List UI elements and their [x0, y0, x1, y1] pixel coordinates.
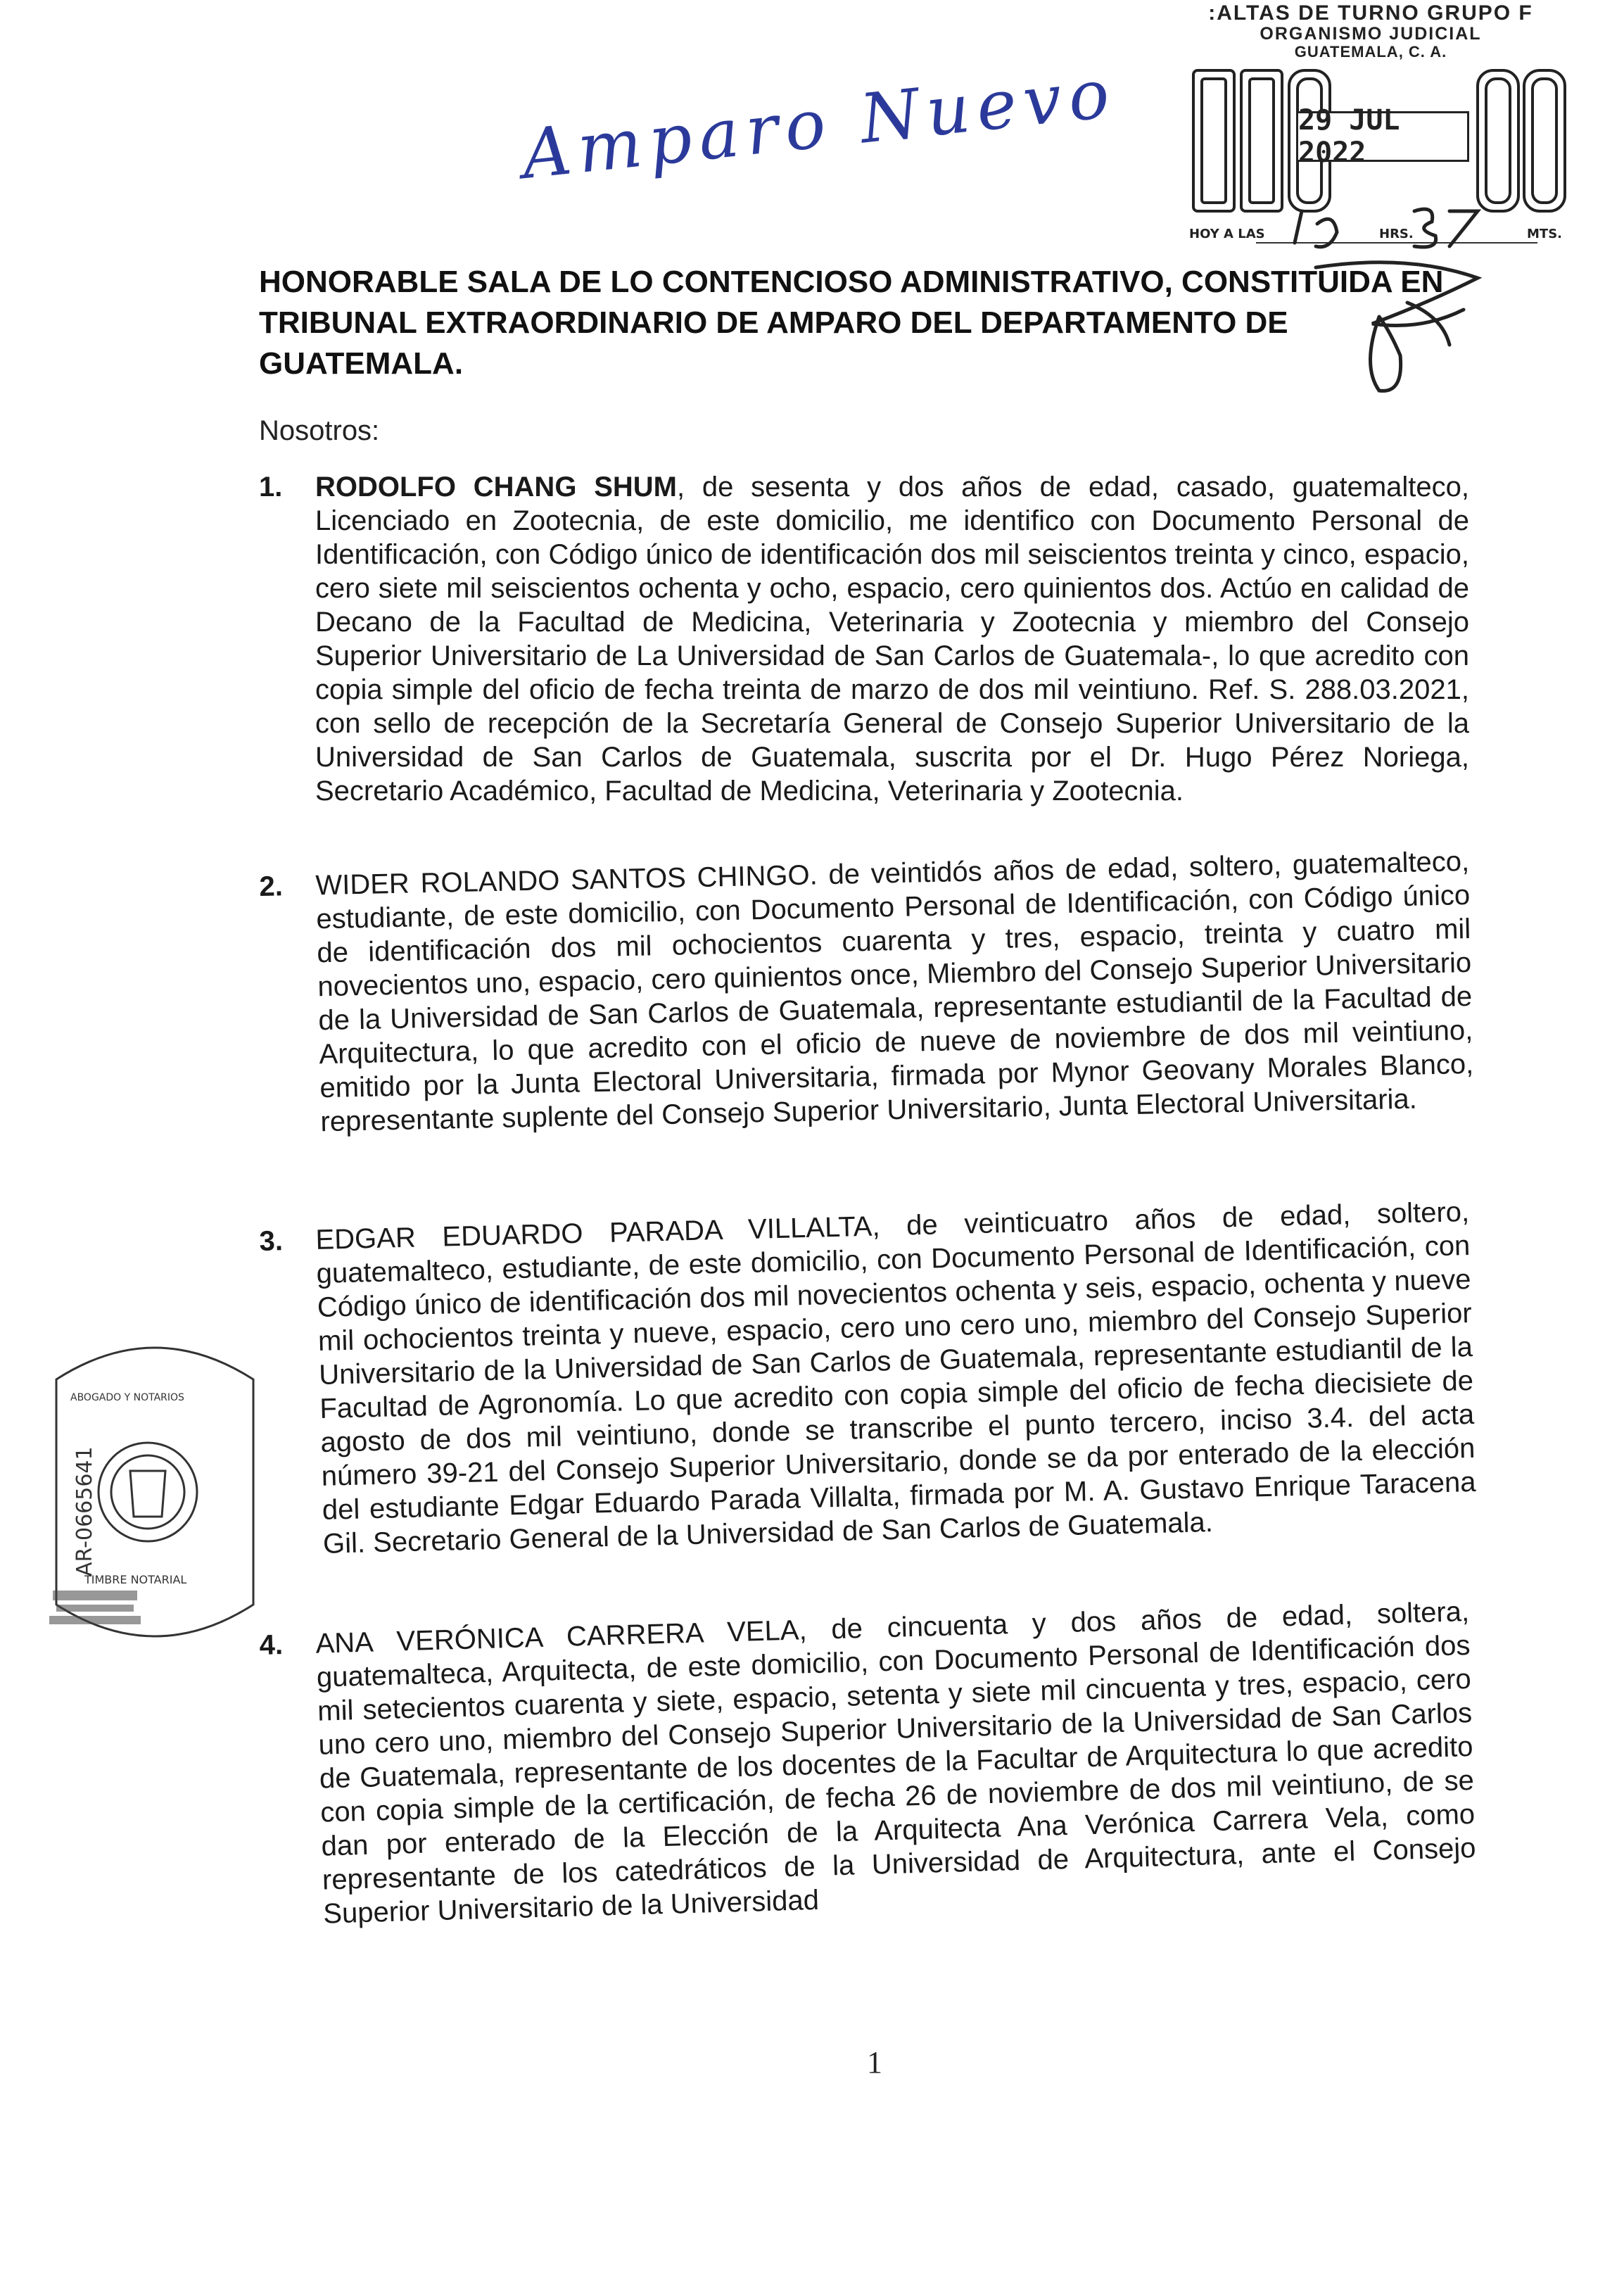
item-body	[315, 1195, 1477, 1561]
item-name: RODOLFO CHANG SHUM	[315, 472, 677, 502]
item-text: WIDER ROLANDO SANTOS CHINGO. de veintidós años de edad, soltero, guatemalteco, estudiante, de este domicilio, con Documento Personal de Identificación, con Código único de identificación dos mil ochocientos cuarenta y tres, espacio, treinta y cuatro mil novecientos uno, espacio, cero quinientos once, Miembro del Consejo Superior Universitario de la Universidad de San Carlos de Guatemala, representante estudiantil de la Facultad de Arquitectura, lo que acredito con el oficio de nueve de noviembre de dos mil veintiuno, emitido por la Junta Electoral Universitaria, firmada por Mynor Geovany Morales Blanco, representante suplente del Consejo Superior Universitario, Junta Electoral Universitaria.	[315, 845, 1474, 1138]
handwritten-note: Amparo Nuevo	[518, 53, 1120, 195]
stamp-time-line	[1256, 242, 1537, 244]
stamp-date: 29 JUL 2022	[1296, 111, 1469, 162]
list-item	[259, 845, 1475, 1140]
notary-serial: AR-0665641	[72, 1446, 97, 1576]
stamp-header-line2: ORGANISMO JUDICIAL	[1260, 24, 1482, 44]
item-number: 3.	[259, 1225, 284, 1257]
stamp-hours-label: HRS.	[1379, 227, 1414, 241]
item-body	[315, 470, 1469, 808]
item-body	[315, 1595, 1477, 1931]
item-number: 2.	[259, 871, 284, 902]
stamp-minutes-label: MTS.	[1527, 227, 1562, 241]
item-text: EDGAR EDUARDO PARADA VILLALTA, de veinticuatro años de edad, soltero, guatemalteco, estudiante, de este domicilio, con Documento Personal de Identificación, con Código único de identificación dos mil novecientos ochenta y seis, espacio, ochenta y nueve mil ochocientos treinta y nueve, espacio, cero uno cero uno, miembro del Consejo Superior Universitario de la Universidad de San Carlos de Guatemala, representante estudiantil de la Facultad de Agronomía. Lo que acredito con copia simple del oficio de fecha diecisiete de agosto de dos mil veintiuno, donde se transcribe el punto tercero, inciso 3.4. del acta número 39-21 del Consejo Superior Universitario, donde se da por enterado de la elección del estudiante Edgar Eduardo Parada Villalta, firmada por M. A. Gustavo Enrique Taracena Gil. Secretario General de la Universidad de San Carlos de Guatemala.	[315, 1196, 1476, 1560]
notary-bottom-text: TIMBRE NOTARIAL	[84, 1573, 187, 1586]
notary-top-text: ABOGADO Y NOTARIOS	[70, 1392, 184, 1403]
item-number: 1.	[259, 472, 283, 502]
stamp-time-prefix: HOY A LAS	[1189, 227, 1265, 241]
document-heading: HONORABLE SALA DE LO CONTENCIOSO ADMINISTRATIVO, CONSTITUIDA EN TRIBUNAL EXTRAORDINARIO DE AMPARO DEL DEPARTAMENTO DE GUATEMALA.	[259, 265, 1444, 381]
item-number: 4.	[259, 1629, 284, 1661]
stamp-header-line3: GUATEMALA, C. A.	[1294, 43, 1447, 61]
list-item	[259, 1195, 1477, 1562]
notary-stamp	[42, 1309, 267, 1675]
list-item	[259, 1595, 1477, 1933]
item-text: ANA VERÓNICA CARRERA VELA, de cincuenta y dos años de edad, soltera, guatemalteca, Arquitecta, de este domicilio, con Documento Personal de Identificación dos mil setecientos cuarenta y siete, espacio, setenta y siete mil cincuenta y tres, espacio, cero uno cero uno, miembro del Consejo Superior Universitario de la Universidad de San Carlos de Guatemala, representante de los docentes de la Facultar de Arquitectura lo que acredito con copia simple de la certificación, de fecha 26 de noviembre de dos mil veintiuno, de se dan por enterado de la Elección de la Arquitecta Ana Verónica Carrera Vela, como representante de los catedráticos de la Universidad de Arquitectura, ante el Consejo Superior Universitario de la Universidad	[315, 1595, 1476, 1930]
item-text: , de sesenta y dos años de edad, casado, guatemalteco, Licenciado en Zootecnia, de este domicilio, me identifico con Documento Personal de Identificación, con Código único de identificación dos mil seiscientos treinta y cinco, espacio, cero siete mil seiscientos ochenta y ocho, espacio, cero quinientos dos. Actúo en calidad de Decano de la Facultad de Medicina, Veterinaria y Zootecnia y miembro del Consejo Superior Universitario de La Universidad de San Carlos de Guatemala-, lo que acredito con copia simple del oficio de fecha treinta de marzo de dos mil veintiuno. Ref. S. 288.03.2021, con sello de recepción de la Secretaría General de Consejo Superior Universitario de la Universidad de San Carlos de Guatemala, suscrita por el Dr. Hugo Pérez Noriega, Secretario Académico, Facultad de Medicina, Veterinaria y Zootecnia.	[315, 472, 1469, 807]
receipt-stamp-header	[1188, 1, 1554, 61]
item-body	[315, 845, 1475, 1139]
notary-seal-icon	[42, 1309, 267, 1675]
salutation: Nosotros:	[259, 415, 380, 446]
list-item	[259, 470, 1469, 808]
page-number: 1	[867, 2045, 882, 2080]
stamp-header-line1: :ALTAS DE TURNO GRUPO F	[1208, 1, 1533, 25]
